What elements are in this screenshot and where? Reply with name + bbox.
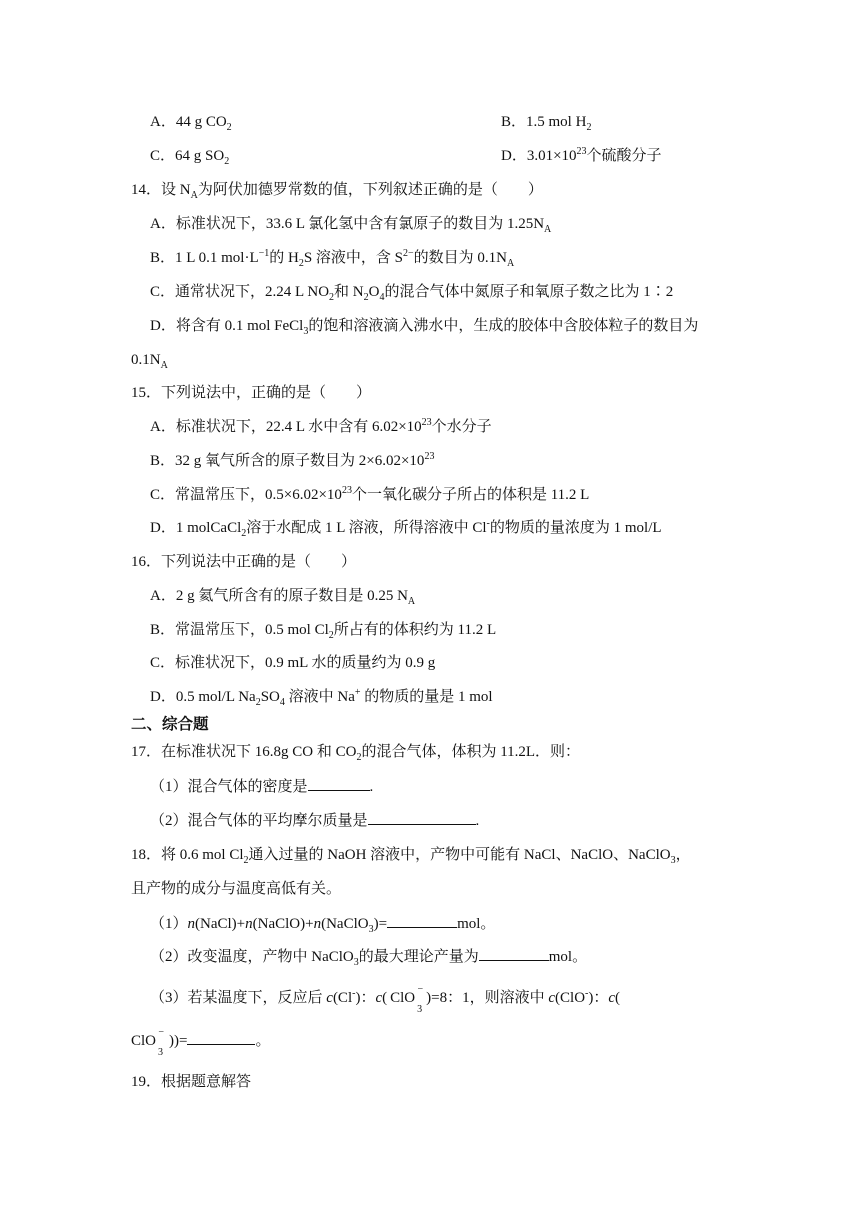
q17-stem: 17．在标准状况下 16.8g CO 和 $CO_2$的混合气体，体积为 11.2L．则： <box>131 744 581 763</box>
q18-part3-cont: ClO − 3 ))= 。 <box>131 1027 271 1058</box>
q15-option-b: B．32 g 氧气所含的原子数目为 $2\times 6.02\times 10^{23}$ <box>150 451 435 469</box>
q16-option-d: D．0.5 mol/L $Na_2SO_4$ 溶液中 Na+ 的物质的量是 1 mol <box>150 687 493 708</box>
q13-option-d: D．$3.01\times 10^{23}$个硫酸分子 <box>501 146 662 164</box>
q17-part1: （1）混合气体的密度是 . <box>150 776 373 797</box>
q18-stem-line2: 且产物的成分与温度高低有关。 <box>131 881 342 897</box>
q15-option-a: A．标准状况下，22.4 L 水中含有 $6.02\times 10^{23}$个水分子 <box>150 417 492 435</box>
q18-part2: （2）改变温度，产物中 NaClO$_3$的最大理论产量为 mol。 <box>150 946 587 967</box>
q15-stem: 15．下列说法中，正确的是（ ） <box>131 385 372 401</box>
q16-option-b: B．常温常压下，0.5 mol $Cl_2$所占有的体积约为 11.2 L <box>150 622 497 641</box>
answer-blank[interactable] <box>387 913 457 928</box>
q15-option-c: C．常温常压下，$0.5\times 6.02\times 10^{23}$个一氧化碳分子所占的体积是 11.2 L <box>150 485 590 503</box>
q13-option-b: B．1.5 mol $H_2$ <box>501 114 592 133</box>
q14-option-d-cont: $0.1N_A$ <box>131 352 168 371</box>
q14-option-d: D．将含有 0.1 mol FeCl$_3$的饱和溶液滴入沸水中，生成的胶体中含胶体粒子的数目为 <box>150 318 699 337</box>
q16-option-a: A．2 g 氦气所含有的原子数目是 0.25 $N_A$ <box>150 588 416 607</box>
q16-stem: 16．下列说法中正确的是（ ） <box>131 554 357 570</box>
answer-blank[interactable] <box>368 810 476 825</box>
q17-part2: （2）混合气体的平均摩尔质量是 . <box>150 810 479 831</box>
chlorate-ion: ClO − 3 <box>390 984 424 1015</box>
q18-part3: （3）若某温度下，反应后 c(Cl-)：c( ClO − 3 )=8：1，则溶液中 c(ClO-)：c( <box>150 984 621 1015</box>
q19-stem: 19．根据题意解答 <box>131 1074 252 1090</box>
q16-option-c: C．标准状况下，0.9 mL 水的质量约为 0.9 g <box>150 655 436 671</box>
answer-blank[interactable] <box>479 946 549 961</box>
q15-option-d: D．1 molCaCl$_2$溶于水配成 1 L 溶液，所得溶液中 Cl-的物质的量浓度为 1 mol/L <box>150 518 662 539</box>
q14-option-a: A．标准状况下，33.6 L 氯化氢中含有氯原子的数目为 $1.25N_A$ <box>150 216 552 235</box>
q18-stem: 18．将 0.6 mol $Cl_2$通入过量的 NaOH 溶液中，产物中可能有 NaCl、NaClO、NaClO$_3$， <box>131 847 691 866</box>
q13-option-a: A．44 g $CO_2$ <box>150 114 232 133</box>
q18-part1: （1）n(NaCl)+n(NaClO)+n(NaClO$_3$)= mol。 <box>150 913 495 934</box>
q14-stem: 14．设 $N_A$为阿伏加德罗常数的值，下列叙述正确的是（ ） <box>131 182 543 201</box>
q13-option-c: C．64 g $SO_2$ <box>150 148 230 167</box>
answer-blank[interactable] <box>308 776 370 791</box>
section-heading: 二、综合题 <box>131 715 209 733</box>
q14-option-c: C．通常状况下，2.24 L $NO_2$和 $N_2O_4$的混合气体中氮原子和氧原子数之比为 1∶2 <box>150 284 674 303</box>
q14-option-b: B．1 L 0.1 $mol\cdot L^{-1}$的 $H_2S$ 溶液中，含 $S^{2-}$的数目为 $0.1N_A$ <box>150 248 515 269</box>
chlorate-ion: ClO − 3 <box>131 1027 165 1058</box>
answer-blank[interactable] <box>187 1030 255 1045</box>
